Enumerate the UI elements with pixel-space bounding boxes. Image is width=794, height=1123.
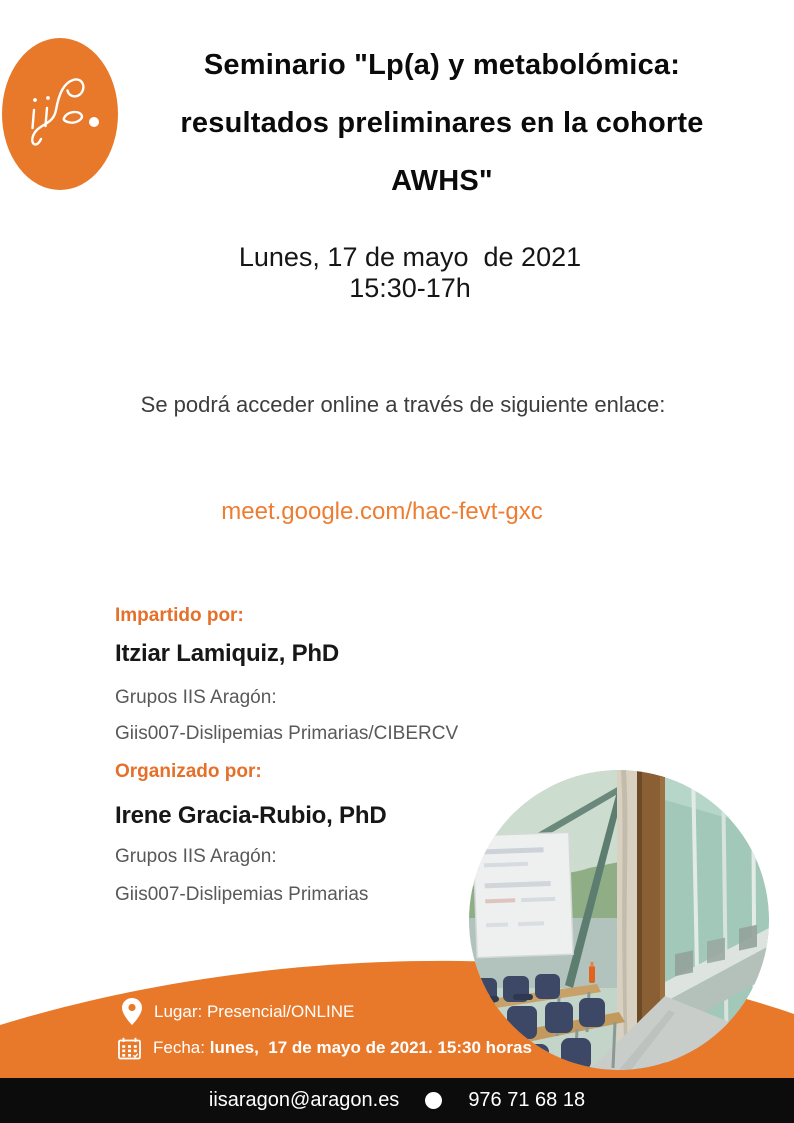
speaker-group-label: Grupos IIS Aragón:	[115, 687, 277, 708]
footer-email: iisaragon@aragon.es	[208, 1089, 400, 1111]
iis-logo-mark	[2, 38, 118, 190]
title-line-3: AWHS"	[391, 165, 493, 197]
location-label: Lugar:	[154, 1001, 203, 1021]
speaker-name: Itziar Lamiquiz, PhD	[115, 640, 340, 667]
location-text	[154, 1000, 354, 1024]
event-time: 15:30-17h	[349, 273, 471, 303]
event-datetime	[26, 242, 794, 304]
footer-phone: 976 71 68 18	[468, 1089, 586, 1111]
date-value: lunes, 17 de mayo de 2021. 15:30 horas	[209, 1038, 532, 1057]
organizer-group-label: Grupos IIS Aragón:	[115, 846, 277, 867]
title-line-1: Seminario "Lp(a) y metabolómica:	[203, 49, 681, 81]
page-title	[90, 36, 794, 210]
seminar-room-photo	[469, 770, 769, 1070]
location-row	[122, 998, 354, 1025]
organizer-heading: Organizado por:	[115, 761, 262, 782]
speaker-group: Giis007-Dislipemias Primarias/CIBERCV	[115, 723, 459, 744]
location-value: Presencial/ONLINE	[206, 1001, 355, 1021]
calendar-icon	[118, 1037, 141, 1060]
event-date: Lunes, 17 de mayo de 2021	[238, 242, 582, 272]
organizer-name: Irene Gracia-Rubio, PhD	[115, 802, 387, 829]
speaker-heading: Impartido por:	[115, 605, 244, 626]
footer-bar	[0, 1078, 794, 1123]
meet-link[interactable]: meet.google.com/hac-fevt-gxc	[221, 498, 543, 525]
iis-aragon-logo	[2, 38, 118, 190]
date-text	[153, 1036, 532, 1060]
date-label: Fecha:	[153, 1038, 205, 1057]
dot-separator-icon	[425, 1092, 442, 1109]
title-line-2: resultados preliminares en la cohorte	[180, 107, 704, 139]
organizer-group: Giis007-Dislipemias Primarias	[115, 884, 369, 905]
online-access-note: Se podrá acceder online a través de siguiente enlace:	[140, 392, 666, 417]
date-row	[118, 1036, 532, 1060]
location-pin-icon	[122, 998, 142, 1025]
